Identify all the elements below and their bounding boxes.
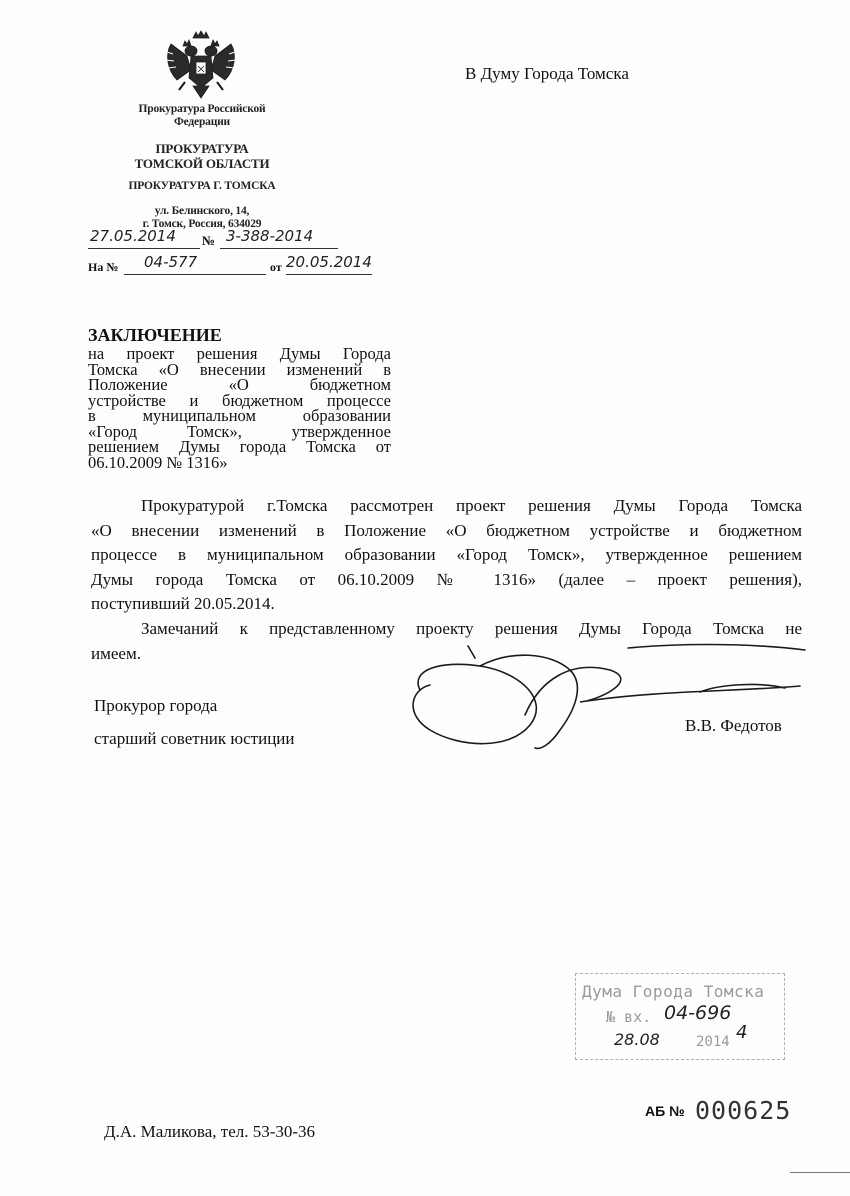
outgoing-number: 3-388-2014 — [226, 227, 314, 245]
stamp-date: 28.08 — [614, 1030, 660, 1049]
subject-line: 06.10.2009 № 1316» — [88, 452, 228, 472]
reference-from-label: от — [270, 260, 282, 274]
subject-line: в муниципальном образовании — [88, 406, 391, 425]
outgoing-number-row — [88, 227, 344, 251]
region-line-2: ТОМСКОЙ ОБЛАСТИ — [134, 156, 270, 171]
region-line-1: ПРОКУРАТУРА — [155, 141, 249, 156]
paragraph-line: имеем. — [91, 643, 141, 663]
reference-date: 20.05.2014 — [286, 253, 372, 271]
scan-edge-mark — [790, 1172, 850, 1173]
letterhead-org — [112, 103, 292, 129]
subject-line: «Город Томск», утвержденное — [88, 421, 391, 441]
org-line-2: Федерации — [174, 116, 230, 128]
signer-position-2: старший советник юстиции — [94, 729, 295, 748]
paragraph-line: Думы города Томска от 06.10.2009 № 1316» (далее – проект решения), — [91, 569, 802, 589]
handwritten-signature — [400, 630, 820, 760]
signer-position-1: Прокурор города — [94, 696, 218, 715]
reference-row — [88, 253, 388, 277]
paragraph-line: Прокуратурой г.Томска рассмотрен проект решения Думы Города Томска — [141, 496, 802, 515]
address-line-1: ул. Белинского, 14, — [154, 205, 250, 217]
underline — [124, 274, 266, 275]
paragraph-review — [91, 494, 802, 617]
stamp-title: Дума Города Томска — [582, 982, 765, 1001]
org-line-1: Прокуратура Российской — [138, 103, 266, 115]
reference-number: 04-577 — [144, 253, 198, 271]
paragraph-line: процессе в муниципальном образовании «Город Томск», утвержденное решением — [91, 545, 802, 564]
letterhead-city: ПРОКУРАТУРА Г. ТОМСКА — [128, 180, 276, 192]
coat-of-arms-emblem — [163, 30, 239, 100]
incoming-stamp — [575, 973, 785, 1060]
subject-line: на проект решения Думы Города — [88, 344, 391, 363]
outgoing-number-label: № — [202, 233, 216, 248]
stamp-in-number: 04-696 — [664, 1002, 732, 1024]
paragraph-line: поступивший 20.05.2014. — [91, 594, 275, 613]
address-line-2: г. Томск, Россия, 634029 — [142, 218, 262, 230]
subject-line: устройстве и бюджетном процессе — [88, 390, 391, 410]
subject-line: решением Думы города Томска от — [88, 437, 391, 456]
outgoing-date: 27.05.2014 — [90, 227, 176, 245]
letterhead-region — [112, 141, 292, 171]
stamp-in-label: № вх. — [606, 1008, 652, 1026]
addressee: В Думу Города Томска — [465, 64, 629, 83]
underline — [220, 248, 338, 249]
document-heading: ЗАКЛЮЧЕНИЕ — [88, 325, 222, 345]
form-series-number: 000625 — [695, 1096, 792, 1125]
reference-label: На № — [88, 260, 119, 274]
stamp-year-hand: 4 — [736, 1022, 748, 1043]
underline — [88, 248, 200, 249]
signer-name: В.В. Федотов — [685, 716, 782, 735]
underline — [286, 274, 372, 275]
subject-line: Томска «О внесении изменений в — [88, 359, 391, 379]
paragraph-line: Замечаний к представленному проекту решения Думы Города Томска не — [141, 619, 802, 638]
stamp-year: 2014 — [696, 1034, 730, 1050]
subject-line: Положение «О бюджетном — [88, 375, 391, 394]
document-subject — [88, 346, 391, 470]
paragraph-line: «О внесении изменений в Положение «О бюджетном устройстве и бюджетном — [91, 520, 802, 540]
form-series-label: АБ № — [645, 1103, 685, 1119]
executor-contact: Д.А. Маликова, тел. 53-30-36 — [104, 1122, 316, 1141]
